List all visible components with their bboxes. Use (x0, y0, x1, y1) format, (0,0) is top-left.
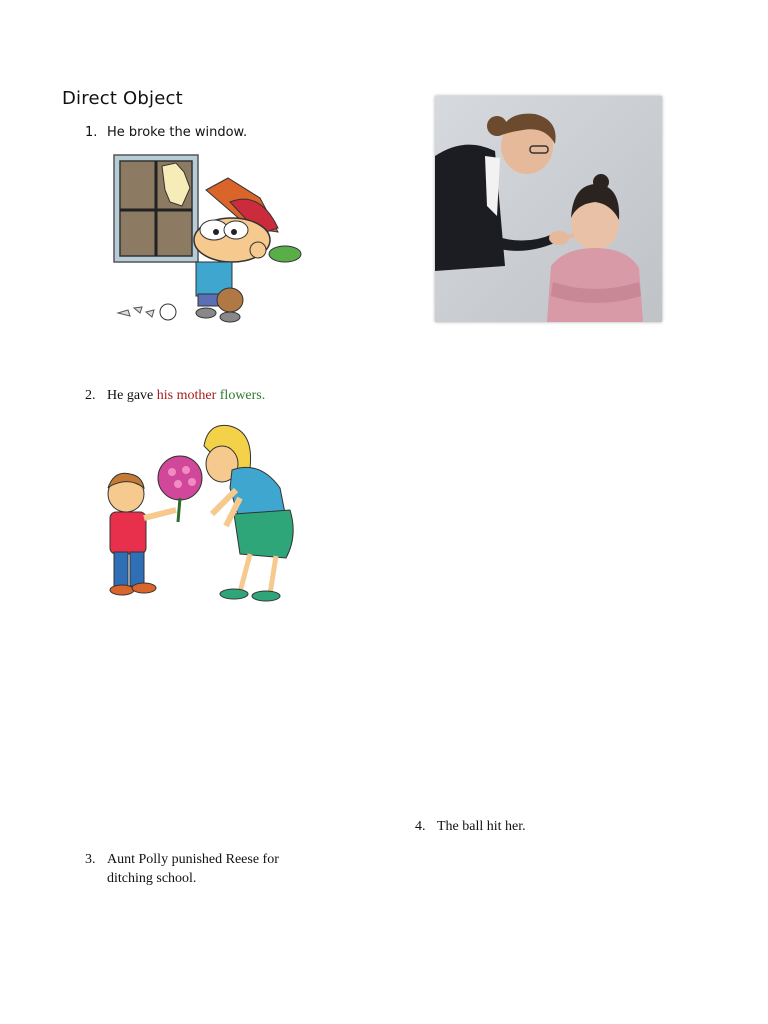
flower-bouquet (158, 456, 202, 500)
boy-gives-mother-flowers-illustration (100, 418, 300, 603)
sentence-2-indirect-object: his mother (156, 388, 217, 403)
sentence-4-number: 4. (415, 819, 426, 834)
page-title: Direct Object (62, 88, 183, 109)
sentence-1-number: 1. (85, 125, 98, 140)
sentence-2 (85, 388, 265, 404)
sentence-2-number: 2. (85, 388, 96, 403)
baseball (160, 304, 176, 320)
boy-broken-window-illustration (110, 150, 305, 325)
sentence-2-direct-object: flowers. (219, 388, 266, 403)
sentence-2-subject-verb: He gave (107, 388, 154, 403)
sentence-3 (85, 850, 325, 888)
sentence-4 (415, 819, 526, 835)
sentence-3-number: 3. (85, 852, 96, 867)
sentence-1 (85, 125, 247, 140)
sentence-4-text: The ball hit her. (437, 819, 526, 834)
sentence-3-text: Aunt Polly punished Reese for ditching school. (107, 852, 279, 886)
teacher-scolding-photo (435, 96, 662, 322)
sentence-1-text: He broke the window. (107, 125, 248, 140)
